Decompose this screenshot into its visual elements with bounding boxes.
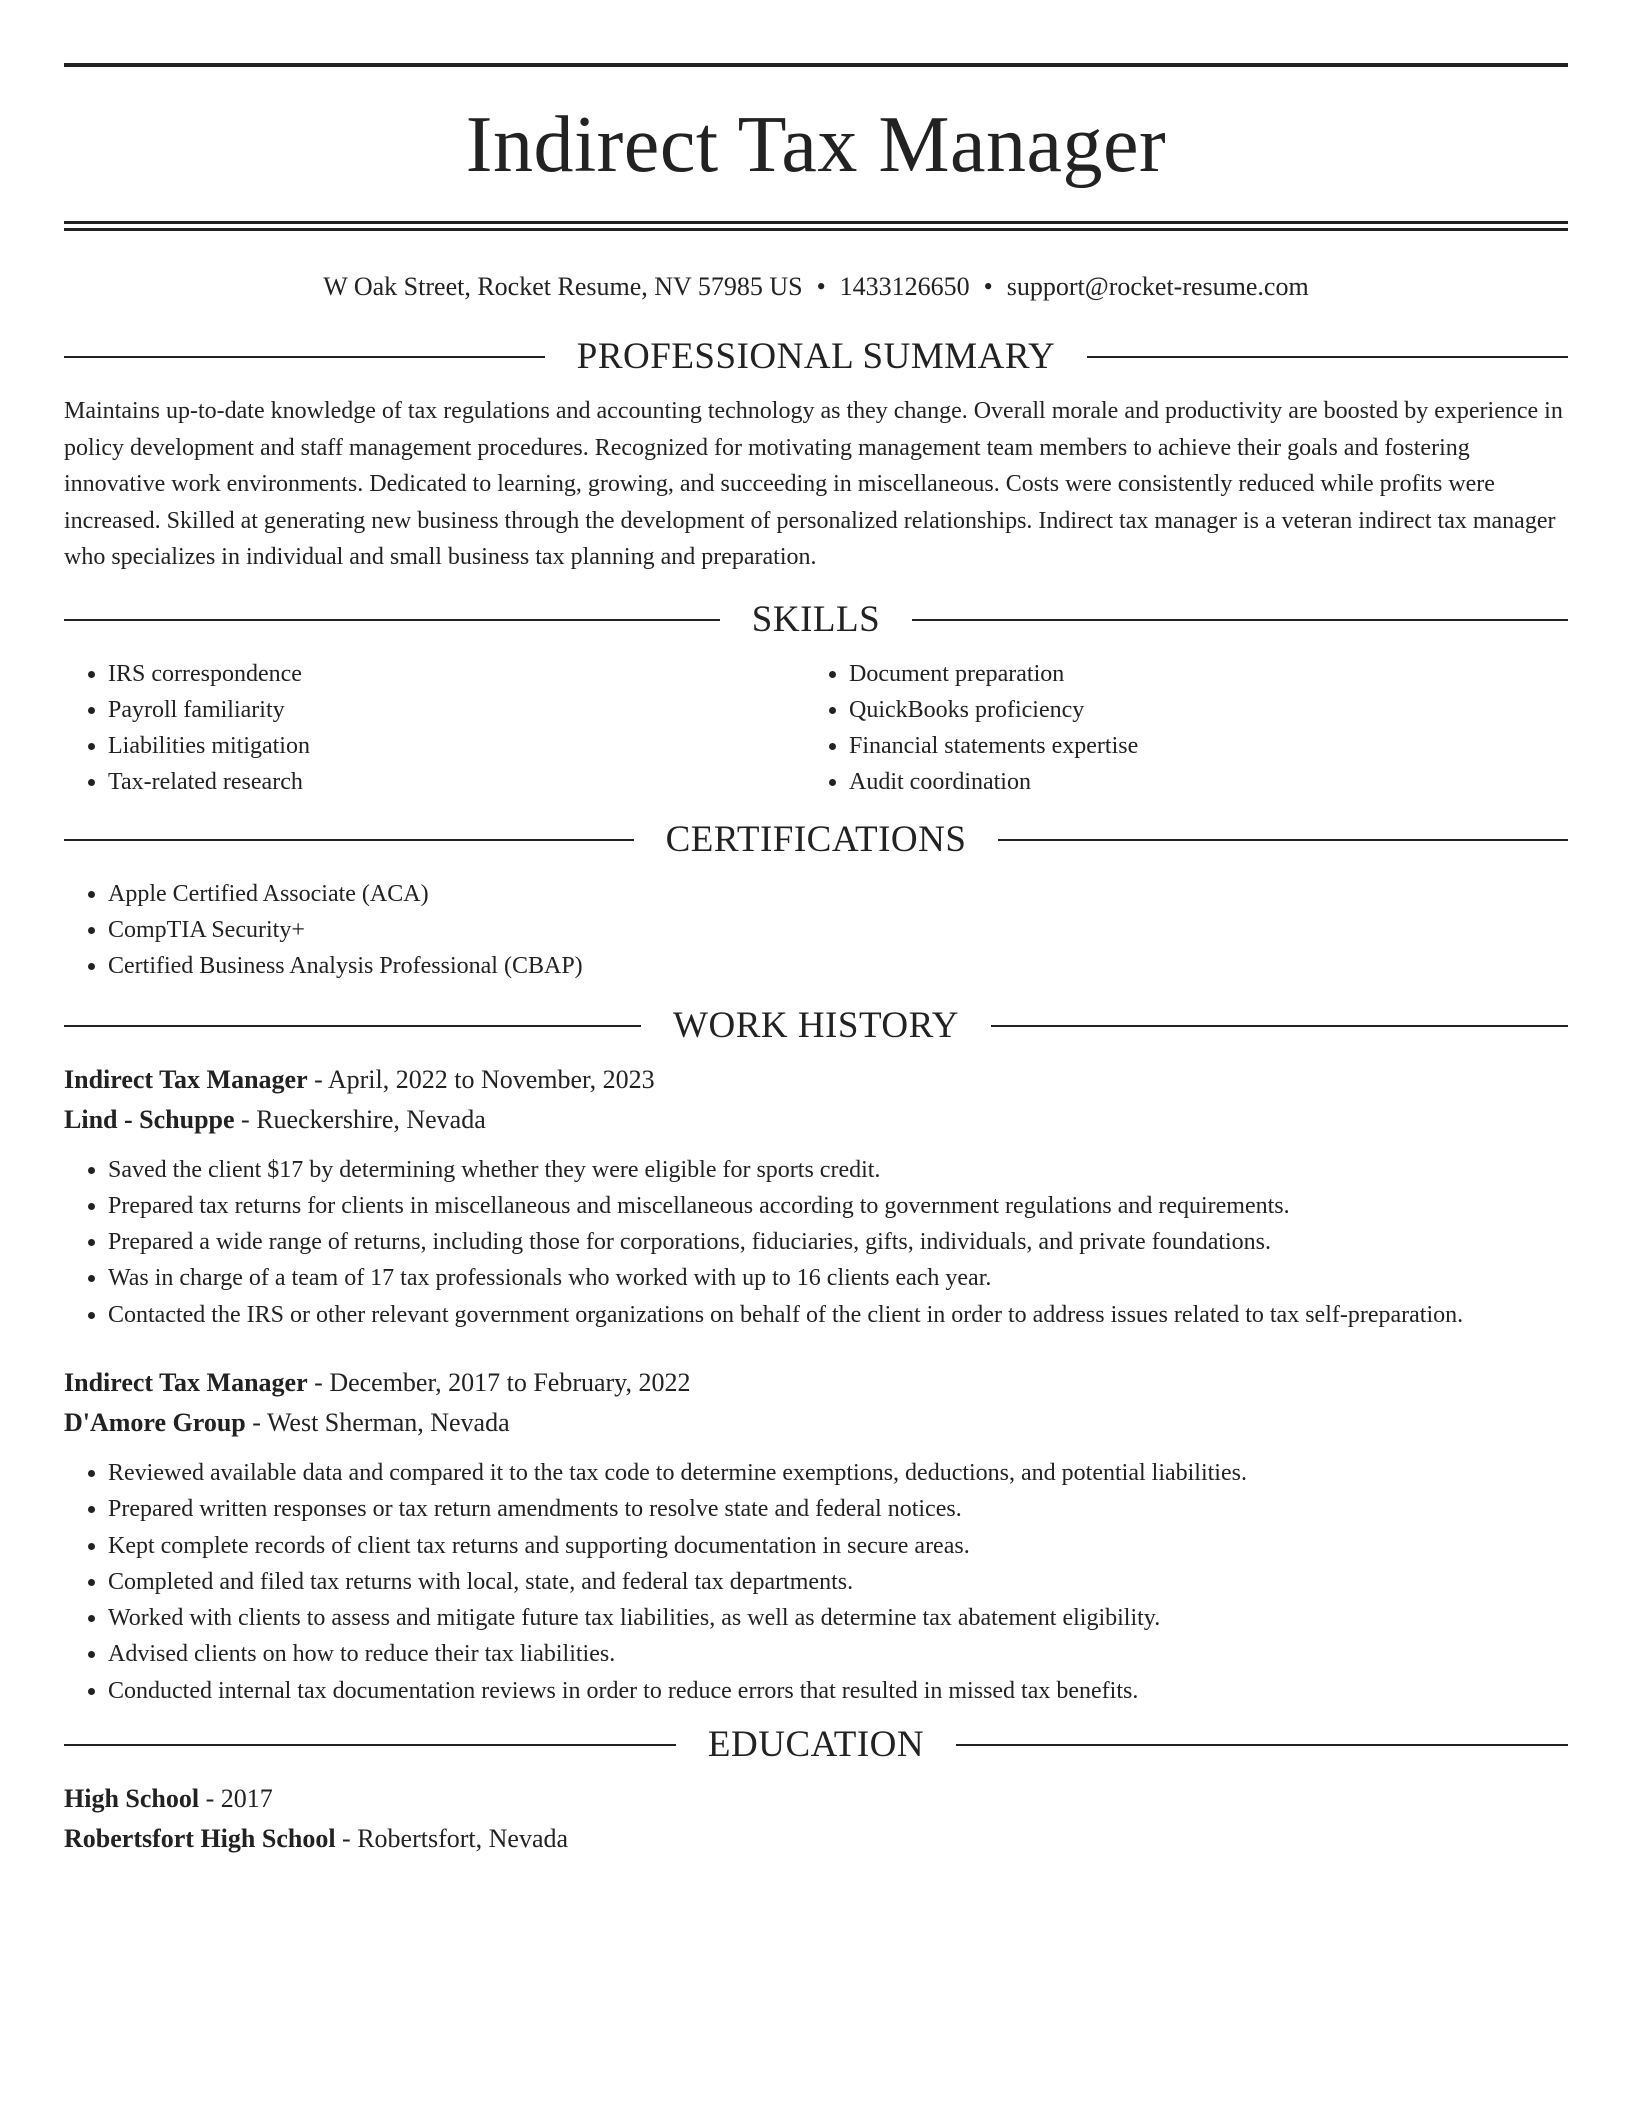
education-entry — [64, 1779, 1568, 1859]
duty-item: • Prepared tax returns for clients in miscellaneous and miscellaneous according to government regulations and requirements. — [108, 1188, 1568, 1224]
job-company-line — [64, 1403, 1568, 1443]
job-title-line — [64, 1060, 1568, 1100]
education-degree: High School — [64, 1784, 200, 1814]
contact-phone[interactable]: 1433126650 — [839, 272, 970, 301]
certification-item: • Certified Business Analysis Professional (CBAP) — [108, 948, 1568, 984]
text-separator: - — [335, 1824, 358, 1854]
contact-separator: • — [983, 272, 993, 301]
summary-paragraph: Maintains up-to-date knowledge of tax regulations and accounting technology as they change. Overall morale and productivity are boosted by experience in policy development and staff management procedures. Recognized for motivating management team members to achieve their goals and fostering innovative work environments. Dedicated to learning, growing, and succeeding in miscellaneous. Costs were consistently reduced while profits were increased. Skilled at generating new business through the development of personalized relationships. Indirect tax manager is a veteran indirect tax manager who specializes in individual and small business tax planning and preparation. — [64, 398, 1563, 570]
job-dates: December, 2017 to February, 2022 — [329, 1367, 691, 1397]
text-separator: - — [234, 1104, 257, 1134]
section-title: PROFESSIONAL SUMMARY — [576, 336, 1056, 377]
job-title-line — [64, 1363, 1568, 1403]
section-heading-work-history — [64, 1004, 1568, 1048]
heading-rule-left — [64, 619, 720, 621]
section-title: WORK HISTORY — [673, 1004, 959, 1046]
job-company: Lind - Schuppe — [64, 1104, 235, 1134]
certification-item: • CompTIA Security+ — [108, 912, 1568, 948]
duty-item: • Contacted the IRS or other relevant government organizations on behalf of the client in order to address issues related to tax self-preparation. — [108, 1297, 1568, 1333]
job-title: Indirect Tax Manager — [64, 1367, 308, 1397]
job-title: Indirect Tax Manager — [64, 1064, 308, 1094]
heading-rule-right — [956, 1744, 1568, 1746]
education-year: 2017 — [220, 1784, 273, 1814]
heading-rule-left — [64, 356, 545, 358]
contact-separator: • — [816, 272, 826, 301]
heading-rule-right — [912, 619, 1568, 621]
duty-item: • Prepared written responses or tax return amendments to resolve state and federal notices. — [108, 1491, 1568, 1527]
education-school-line — [64, 1819, 1568, 1859]
duty-item: • Saved the client $17 by determining whether they were eligible for sports credit. — [108, 1152, 1568, 1188]
heading-rule-right — [1087, 356, 1568, 358]
duty-item: • Reviewed available data and compared it to the tax code to determine exemptions, deductions, and potential liabilities. — [108, 1455, 1568, 1491]
job-duties-list — [64, 1455, 1568, 1709]
section-heading-education — [64, 1723, 1568, 1767]
job-duties-list — [64, 1152, 1568, 1333]
education-location: Robertsfort, Nevada — [357, 1824, 569, 1854]
skills-list — [64, 656, 1568, 800]
duty-item: • Advised clients on how to reduce their tax liabilities. — [108, 1636, 1568, 1672]
certification-item: • Apple Certified Associate (ACA) — [108, 876, 1568, 912]
contact-line — [64, 269, 1568, 305]
section-title: CERTIFICATIONS — [665, 818, 967, 860]
text-separator: - — [307, 1064, 328, 1094]
text-separator: - — [245, 1407, 267, 1437]
header-double-rule — [64, 221, 1568, 231]
heading-rule-right — [991, 1025, 1568, 1027]
header-top-rule — [64, 63, 1568, 67]
skills-column-left — [64, 656, 805, 800]
duty-item: • Was in charge of a team of 17 tax professionals who worked with up to 16 clients each year. — [108, 1260, 1568, 1296]
duty-item: • Prepared a wide range of returns, including those for corporations, fiduciaries, gifts, individuals, and private foundations. — [108, 1224, 1568, 1260]
education-degree-line — [64, 1779, 1568, 1819]
job-location: Rueckershire, Nevada — [256, 1104, 486, 1134]
text-separator: - — [307, 1367, 330, 1397]
section-heading-summary — [64, 335, 1568, 379]
heading-rule-left — [64, 839, 634, 841]
job-company: D'Amore Group — [64, 1407, 246, 1437]
job-location: West Sherman, Nevada — [266, 1407, 510, 1437]
skill-item: • QuickBooks proficiency — [849, 692, 1546, 728]
job-company-line — [64, 1100, 1568, 1140]
duty-item: • Kept complete records of client tax returns and supporting documentation in secure areas. — [108, 1528, 1568, 1564]
heading-rule-left — [64, 1025, 641, 1027]
education-school: Robertsfort High School — [64, 1824, 336, 1854]
skill-item: • Financial statements expertise — [849, 728, 1546, 764]
section-heading-skills — [64, 598, 1568, 642]
heading-rule-left — [64, 1744, 676, 1746]
contact-address: W Oak Street, Rocket Resume, NV 57985 US — [323, 272, 803, 301]
certifications-list — [64, 876, 1568, 984]
skill-item: • Document preparation — [849, 656, 1546, 692]
skill-item: • Liabilities mitigation — [108, 728, 805, 764]
duty-item: • Worked with clients to assess and mitigate future tax liabilities, as well as determine tax abatement eligibility. — [108, 1600, 1568, 1636]
duty-item: • Completed and filed tax returns with local, state, and federal tax departments. — [108, 1564, 1568, 1600]
skill-item: • IRS correspondence — [108, 656, 805, 692]
resume-name: Indirect Tax Manager — [465, 101, 1167, 189]
section-title: SKILLS — [751, 598, 881, 640]
contact-email[interactable]: support@rocket-resume.com — [1006, 272, 1309, 301]
duty-item: • Conducted internal tax documentation reviews in order to reduce errors that resulted in missed tax benefits. — [108, 1673, 1568, 1709]
heading-rule-right — [998, 839, 1568, 841]
skill-item: • Payroll familiarity — [108, 692, 805, 728]
skill-item: • Tax-related research — [108, 764, 805, 800]
section-title: EDUCATION — [707, 1724, 925, 1766]
skill-item: • Audit coordination — [849, 764, 1546, 800]
job-entry — [64, 1363, 1568, 1709]
section-heading-certifications — [64, 818, 1568, 862]
job-dates: April, 2022 to November, 2023 — [327, 1064, 655, 1094]
job-entry — [64, 1060, 1568, 1333]
skills-column-right — [805, 656, 1546, 800]
text-separator: - — [199, 1784, 221, 1814]
